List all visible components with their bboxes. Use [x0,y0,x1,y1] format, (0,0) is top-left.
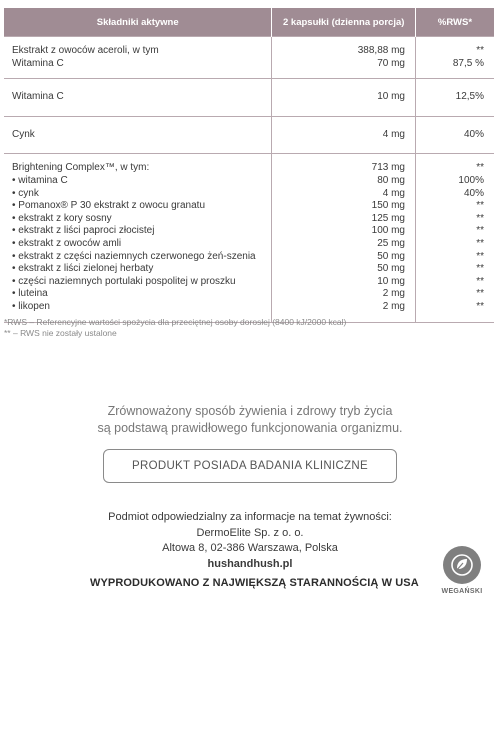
tagline-line-1: Zrównoważony sposób żywienia i zdrowy tryb życia [107,404,393,418]
ingredient-name: • likopen [12,300,50,312]
header-daily-portion: 2 kapsułki (dzienna porcja) [272,8,416,37]
vegan-circle [443,546,481,584]
ingredient-amount: 4 mg [382,187,405,199]
responsible-intro: Podmiot odpowiedzialny za informacje na temat żywności: [108,511,392,523]
company-name: DermoElite Sp. z o. o. [196,526,304,539]
ingredient-rws: 87,5 % [452,57,484,69]
ingredient-rws: 40% [463,128,484,140]
ingredient-amount: 150 mg [371,200,405,212]
ingredient-rws: ** [476,45,484,56]
ingredient-rws: ** [476,300,484,312]
ingredient-amount: 25 mg [377,237,405,249]
footnote-rws: *RWS – Referencyjne wartości spożycia dla przeciętnej osoby dorosłej (8400 kJ/2000 kcal) [4,317,347,327]
table-cell [4,79,272,117]
table-header-row [4,8,494,37]
ingredient-rws: ** [476,263,484,275]
ingredient-amount: 70 mg [377,57,405,69]
ingredient-name: • ekstrakt z kory sosny [12,212,112,224]
table-cell [416,116,495,154]
ingredient-name: • Pomanox® P 30 ekstrakt z owocu granatu [12,200,206,212]
ingredient-amount: 4 mg [382,128,405,140]
table-row [4,37,494,79]
ingredient-name: • części naziemnych portulaki pospolitej w proszku [12,275,236,287]
ingredient-rws: ** [476,200,484,212]
ingredient-name: • ekstrakt z liści zielonej herbaty [12,263,154,275]
ingredient-amount: 80 mg [377,174,405,186]
table-row [4,79,494,117]
table-cell [416,154,495,322]
tagline [0,403,500,437]
ingredient-rws: ** [476,250,484,262]
header-active-ingredients: Składniki aktywne [4,8,272,37]
table-cell [416,79,495,117]
ingredient-name: Witamina C [12,91,64,103]
ingredient-rws: ** [476,237,484,249]
ingredient-name: • ekstrakt z liści paproci złocistej [12,225,155,237]
table-cell [272,37,416,79]
ingredient-name: • ekstrakt z części naziemnych czerwonego żeń-szenia [12,250,256,262]
ingredient-amount: 10 mg [377,275,405,287]
ingredient-amount: 388,88 mg [357,45,405,56]
table-cell [272,154,416,322]
table-row [4,116,494,154]
ingredient-name: Brightening Complex™, w tym: [12,162,150,174]
table-cell [272,116,416,154]
vegan-label: WEGAŃSKI [441,588,483,595]
vegan-badge [437,546,487,595]
ingredient-amount: 713 mg [371,162,405,174]
table-cell [272,79,416,117]
company-address: Altowa 8, 02-386 Warszawa, Polska [162,542,338,554]
leaf-icon [449,552,475,578]
ingredient-amount: 125 mg [371,212,405,224]
ingredient-name: Cynk [12,128,35,140]
ingredient-amount: 100 mg [371,225,405,237]
ingredient-name: Ekstrakt z owoców aceroli, w tym [12,45,159,56]
ingredient-rws: ** [476,288,484,300]
footnote-not-established: ** – RWS nie zostały ustalone [4,328,117,338]
clinical-trials-badge: PRODUKT POSIADA BADANIA KLINICZNE [103,449,397,483]
ingredient-rws: 12,5% [455,91,484,103]
table-cell [416,37,495,79]
tagline-line-2: są podstawą prawidłowego funkcjonowania organizmu. [97,421,403,435]
ingredient-amount: 2 mg [382,300,405,312]
ingredient-amount: 2 mg [382,288,405,300]
ingredient-name: Witamina C [12,57,64,69]
ingredient-rws: 100% [458,174,484,186]
responsible-entity [0,510,500,572]
ingredient-rws: ** [476,162,484,174]
table-row [4,154,494,322]
ingredient-rws: ** [476,212,484,224]
table-cell [4,116,272,154]
ingredient-amount: 50 mg [377,263,405,275]
ingredient-rws: ** [476,275,484,287]
ingredient-rws: ** [476,225,484,237]
table-cell [4,154,272,322]
ingredient-rws: 40% [463,187,484,199]
table-cell [4,37,272,79]
footnotes [4,317,346,339]
ingredients-table [4,8,494,323]
header-rws: %RWS* [416,8,495,37]
ingredient-name: • luteina [12,288,48,300]
ingredient-amount: 50 mg [377,250,405,262]
website-link: hushandhush.pl [207,557,293,570]
ingredient-name: • ekstrakt z owoców amli [12,237,122,249]
ingredient-name: • witamina C [12,174,68,186]
ingredient-amount: 10 mg [377,91,405,103]
made-in-usa: WYPRODUKOWANO Z NAJWIĘKSZĄ STARANNOŚCIĄ W USA [90,577,419,589]
ingredient-name: • cynk [12,187,39,199]
